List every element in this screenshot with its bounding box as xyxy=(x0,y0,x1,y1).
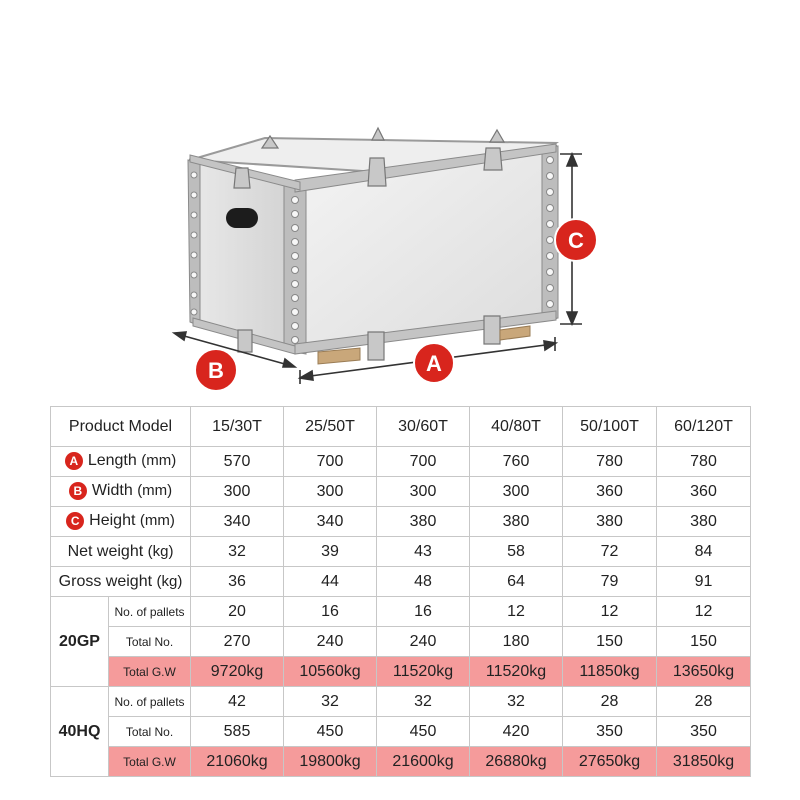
table-cell: 780 xyxy=(563,447,657,477)
dimension-marker-badge: C xyxy=(66,512,84,530)
table-cell: 64 xyxy=(470,567,563,597)
table-cell: 240 xyxy=(284,627,377,657)
table-row xyxy=(51,507,751,537)
table-cell: 79 xyxy=(563,567,657,597)
row-label-text: Width xyxy=(91,482,133,500)
container-name: 20GP xyxy=(51,597,109,687)
table-cell: 360 xyxy=(563,477,657,507)
table-cell: 150 xyxy=(657,627,751,657)
header-model: 50/100T xyxy=(563,407,657,447)
dimension-marker-c xyxy=(555,219,597,261)
table-cell: 84 xyxy=(657,537,751,567)
row-label xyxy=(51,537,191,567)
table-cell: 21060kg xyxy=(191,747,284,777)
svg-text:C: C xyxy=(568,228,584,253)
table-cell: 180 xyxy=(470,627,563,657)
table-row xyxy=(51,477,751,507)
sub-row-label: Total No. xyxy=(109,627,191,657)
table-cell: 360 xyxy=(657,477,751,507)
sub-row-label: No. of pallets xyxy=(109,687,191,717)
table-cell: 350 xyxy=(657,717,751,747)
table-cell: 380 xyxy=(377,507,470,537)
table-cell: 12 xyxy=(563,597,657,627)
table-cell: 380 xyxy=(563,507,657,537)
header-product-model: Product Model xyxy=(51,407,191,447)
table-header-row xyxy=(51,407,751,447)
row-label xyxy=(51,477,191,507)
table-cell: 43 xyxy=(377,537,470,567)
table-row xyxy=(51,747,751,777)
row-label-text: Length xyxy=(87,452,137,470)
table-cell: 26880kg xyxy=(470,747,563,777)
table-cell: 780 xyxy=(657,447,751,477)
header-model: 60/120T xyxy=(657,407,751,447)
table-cell: 32 xyxy=(470,687,563,717)
table-row xyxy=(51,627,751,657)
table-cell: 9720kg xyxy=(191,657,284,687)
sub-row-label: Total No. xyxy=(109,717,191,747)
row-label-text: Net weight xyxy=(67,542,144,560)
table-cell: 42 xyxy=(191,687,284,717)
table-cell: 13650kg xyxy=(657,657,751,687)
table-cell: 32 xyxy=(191,537,284,567)
table-cell: 16 xyxy=(284,597,377,627)
row-label xyxy=(51,447,191,477)
table-row xyxy=(51,717,751,747)
table-cell: 380 xyxy=(657,507,751,537)
table-cell: 700 xyxy=(284,447,377,477)
table-cell: 11520kg xyxy=(470,657,563,687)
table-row xyxy=(51,657,751,687)
header-model: 25/50T xyxy=(284,407,377,447)
row-label-unit: (mm) xyxy=(139,512,175,530)
dimension-marker-badge: B xyxy=(69,482,87,500)
table-cell: 11520kg xyxy=(377,657,470,687)
sub-row-label: No. of pallets xyxy=(109,597,191,627)
dimension-marker-badge: A xyxy=(65,452,83,470)
row-label-unit: (mm) xyxy=(137,482,173,500)
crate-handle-slot xyxy=(226,208,258,228)
table-cell: 44 xyxy=(284,567,377,597)
table-cell: 11850kg xyxy=(563,657,657,687)
table-cell: 350 xyxy=(563,717,657,747)
container-name: 40HQ xyxy=(51,687,109,777)
table-cell: 32 xyxy=(284,687,377,717)
table-cell: 39 xyxy=(284,537,377,567)
table-cell: 12 xyxy=(657,597,751,627)
table-cell: 420 xyxy=(470,717,563,747)
table-cell: 585 xyxy=(191,717,284,747)
table-cell: 72 xyxy=(563,537,657,567)
table-row xyxy=(51,447,751,477)
table-cell: 570 xyxy=(191,447,284,477)
table-cell: 20 xyxy=(191,597,284,627)
table-cell: 300 xyxy=(470,477,563,507)
table-cell: 240 xyxy=(377,627,470,657)
dimension-marker-b xyxy=(195,349,237,391)
table-row xyxy=(51,567,751,597)
table-cell: 300 xyxy=(191,477,284,507)
table-cell: 300 xyxy=(377,477,470,507)
table-cell: 270 xyxy=(191,627,284,657)
row-label-unit: (kg) xyxy=(147,542,174,560)
table-cell: 700 xyxy=(377,447,470,477)
table-cell: 91 xyxy=(657,567,751,597)
spec-table xyxy=(50,406,751,777)
header-model: 30/60T xyxy=(377,407,470,447)
table-row xyxy=(51,537,751,567)
table-cell: 450 xyxy=(284,717,377,747)
table-row xyxy=(51,687,751,717)
table-cell: 150 xyxy=(563,627,657,657)
table-cell: 28 xyxy=(657,687,751,717)
sub-row-label: Total G.W xyxy=(109,747,191,777)
table-cell: 28 xyxy=(563,687,657,717)
table-cell: 21600kg xyxy=(377,747,470,777)
sub-row-label: Total G.W xyxy=(109,657,191,687)
row-label-unit: (mm) xyxy=(141,452,177,470)
table-cell: 19800kg xyxy=(284,747,377,777)
table-cell: 16 xyxy=(377,597,470,627)
header-model: 15/30T xyxy=(191,407,284,447)
table-cell: 36 xyxy=(191,567,284,597)
row-label-text: Height xyxy=(89,512,136,530)
header-model: 40/80T xyxy=(470,407,563,447)
spec-table-body xyxy=(51,407,751,777)
dimension-marker-a xyxy=(414,343,454,383)
table-cell: 450 xyxy=(377,717,470,747)
table-cell: 340 xyxy=(191,507,284,537)
row-label xyxy=(51,507,191,537)
table-cell: 31850kg xyxy=(657,747,751,777)
table-cell: 32 xyxy=(377,687,470,717)
table-cell: 380 xyxy=(470,507,563,537)
svg-text:B: B xyxy=(208,358,224,383)
svg-text:A: A xyxy=(426,351,442,376)
table-cell: 58 xyxy=(470,537,563,567)
table-cell: 760 xyxy=(470,447,563,477)
row-label xyxy=(51,567,191,597)
table-cell: 27650kg xyxy=(563,747,657,777)
table-cell: 300 xyxy=(284,477,377,507)
row-label-text: Gross weight xyxy=(58,572,153,590)
table-cell: 12 xyxy=(470,597,563,627)
crate-foot-right xyxy=(500,326,530,340)
row-label-unit: (kg) xyxy=(156,572,183,590)
table-cell: 48 xyxy=(377,567,470,597)
table-cell: 10560kg xyxy=(284,657,377,687)
table-row xyxy=(51,597,751,627)
table-cell: 340 xyxy=(284,507,377,537)
